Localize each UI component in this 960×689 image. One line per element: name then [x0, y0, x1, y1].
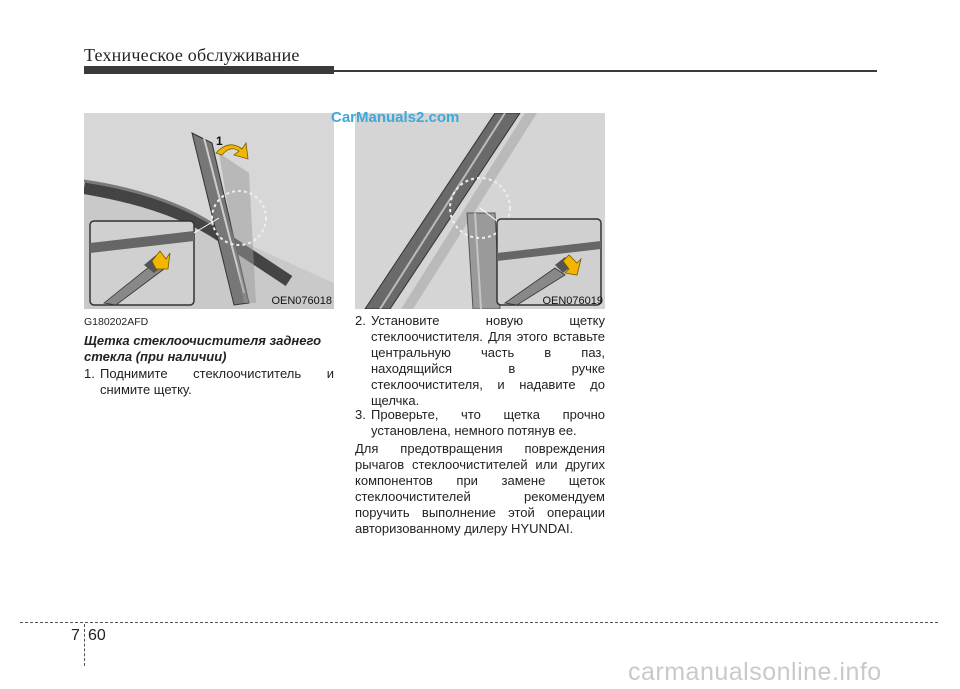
- figure-install-wiper: [355, 113, 605, 309]
- section-code: G180202AFD: [84, 316, 149, 328]
- wiper-removal-illustration: [84, 113, 334, 309]
- step-2: [355, 313, 605, 409]
- section-title: Техническое обслуживание: [84, 45, 300, 65]
- page-number: 60: [88, 627, 106, 644]
- page-number-separator: [84, 624, 85, 666]
- step-3: [355, 407, 605, 439]
- step-1: [84, 366, 334, 398]
- step-number: 2.: [355, 313, 366, 328]
- step-text: Установите новую щетку стеклоочистителя. Для этого вставьте центральную часть в паз, находящийся в ручке стеклоочистителя, и надавите до щелчка.: [371, 313, 605, 408]
- figure-code: OEN076019: [542, 295, 603, 307]
- step-text: Поднимите стеклоочиститель и снимите щетку.: [100, 366, 334, 397]
- footer-dashed-rule: [20, 622, 938, 623]
- figure-remove-wiper: [84, 113, 334, 309]
- dealer-note: Для предотвращения повреждения рычагов стеклоочистителей или других компонентов при замене щеток стеклоочистителей рекомендуем поручить выполнение этой операции авторизованному дилеру HYUNDAI.: [355, 441, 605, 536]
- sub-heading: Щетка стеклоочистителя заднего стекла (при наличии): [84, 333, 322, 364]
- callout-number: 1: [216, 134, 223, 148]
- footer-watermark: carmanualsonline.info: [628, 658, 882, 686]
- header-rule-thick: [84, 66, 334, 74]
- step-number: 1.: [84, 366, 95, 381]
- figure-code: OEN076018: [271, 295, 332, 307]
- header-rule-thin: [334, 70, 877, 72]
- step-text: Проверьте, что щетка прочно установлена, немного потянув ее.: [371, 407, 605, 438]
- step-number: 3.: [355, 407, 366, 422]
- site-watermark: CarManuals2.com: [331, 109, 460, 126]
- chapter-number: 7: [71, 627, 80, 644]
- wiper-install-illustration: [355, 113, 605, 309]
